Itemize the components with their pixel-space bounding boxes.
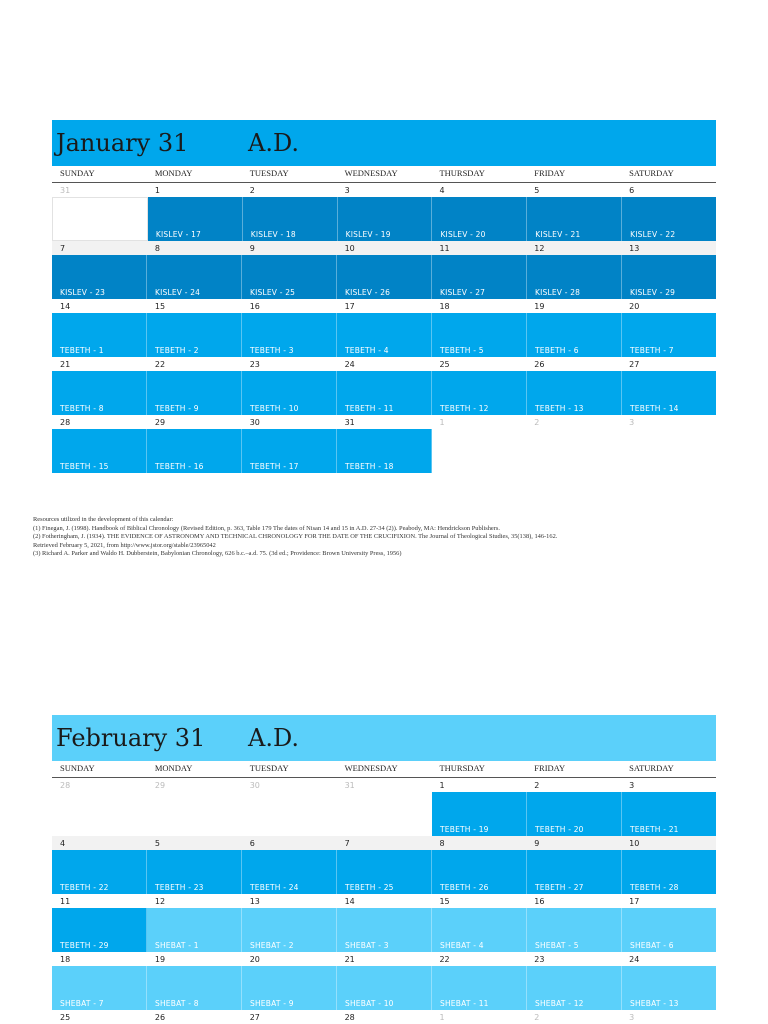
calendar-week xyxy=(52,1010,716,1024)
day-cell xyxy=(147,792,242,836)
weekday-sunday: SUNDAY xyxy=(60,168,95,178)
hebrew-date-label: TEBETH - 20 xyxy=(535,825,584,834)
day-cell xyxy=(432,908,527,952)
hebrew-date-label: KISLEV - 22 xyxy=(630,230,676,239)
day-number: 12 xyxy=(534,244,545,253)
day-number-row xyxy=(52,836,716,850)
hebrew-date-label: TEBETH - 19 xyxy=(440,825,489,834)
day-number: 28 xyxy=(60,781,71,790)
day-number: 15 xyxy=(439,897,450,906)
day-number: 31 xyxy=(344,418,355,427)
day-cell xyxy=(147,429,242,473)
day-number: 24 xyxy=(344,360,355,369)
hebrew-date-label: TEBETH - 27 xyxy=(535,883,584,892)
day-number: 2 xyxy=(534,1013,540,1022)
hebrew-date-label: SHEBAT - 13 xyxy=(630,999,679,1008)
day-number: 27 xyxy=(629,360,640,369)
hebrew-date-label: SHEBAT - 6 xyxy=(630,941,674,950)
january-calendar xyxy=(52,120,716,473)
hebrew-date-label: TEBETH - 16 xyxy=(155,462,204,471)
day-cell-row xyxy=(52,908,716,952)
hebrew-date-label: TEBETH - 10 xyxy=(250,404,299,413)
day-cell xyxy=(242,850,337,894)
hebrew-date-label: SHEBAT - 4 xyxy=(440,941,484,950)
day-number-row xyxy=(52,183,716,197)
day-number-row xyxy=(52,778,716,792)
day-number: 3 xyxy=(629,781,635,790)
day-cell xyxy=(622,197,716,241)
weekday-header-row xyxy=(52,166,716,183)
january-weeks xyxy=(52,183,716,473)
day-number: 15 xyxy=(154,302,166,311)
day-cell xyxy=(337,908,432,952)
day-number: 19 xyxy=(154,955,166,964)
day-cell xyxy=(622,908,716,952)
hebrew-date-label: TEBETH - 22 xyxy=(60,883,109,892)
day-number: 13 xyxy=(629,244,640,253)
weekday-tuesday: TUESDAY xyxy=(249,763,289,773)
day-number: 23 xyxy=(534,955,545,964)
day-number: 2 xyxy=(249,186,255,195)
hebrew-date-label: TEBETH - 1 xyxy=(60,346,104,355)
day-cell xyxy=(242,313,337,357)
day-number-row xyxy=(52,1010,716,1024)
hebrew-date-label: TEBETH - 26 xyxy=(440,883,489,892)
hebrew-date-label: TEBETH - 15 xyxy=(60,462,109,471)
calendar-week xyxy=(52,415,716,473)
january-header xyxy=(52,120,716,166)
day-cell xyxy=(52,255,147,299)
day-cell-row xyxy=(52,966,716,1010)
day-cell xyxy=(337,429,432,473)
day-cell xyxy=(337,255,432,299)
day-number: 7 xyxy=(60,244,66,253)
day-number-row xyxy=(52,357,716,371)
day-cell xyxy=(148,197,243,241)
weekday-monday: MONDAY xyxy=(154,168,193,178)
day-cell-row xyxy=(52,850,716,894)
day-cell xyxy=(242,792,337,836)
day-cell xyxy=(432,850,527,894)
hebrew-date-label: KISLEV - 24 xyxy=(155,288,201,297)
day-cell xyxy=(242,429,337,473)
day-cell xyxy=(622,313,716,357)
calendar-week xyxy=(52,299,716,357)
day-number: 8 xyxy=(154,244,160,253)
day-cell-row xyxy=(52,429,716,473)
day-cell-row xyxy=(52,255,716,299)
day-cell xyxy=(432,966,527,1010)
hebrew-date-label: SHEBAT - 5 xyxy=(535,941,579,950)
day-number: 12 xyxy=(154,897,166,906)
hebrew-date-label: TEBETH - 14 xyxy=(630,404,679,413)
day-cell xyxy=(52,313,147,357)
day-number: 5 xyxy=(534,186,540,195)
resources-text xyxy=(33,516,733,559)
day-cell xyxy=(52,850,147,894)
day-number-row xyxy=(52,952,716,966)
hebrew-date-label: TEBETH - 7 xyxy=(630,346,674,355)
month-title: January 31 xyxy=(56,129,189,157)
calendar-week xyxy=(52,836,716,894)
month-title: February 31 xyxy=(56,724,206,752)
day-cell xyxy=(432,429,527,473)
day-cell xyxy=(52,197,148,241)
day-cell xyxy=(527,429,622,473)
day-number: 17 xyxy=(344,302,355,311)
day-cell xyxy=(527,850,622,894)
day-number: 6 xyxy=(249,839,255,848)
weekday-thursday: THURSDAY xyxy=(439,763,485,773)
hebrew-date-label: TEBETH - 18 xyxy=(345,462,394,471)
era-label: A.D. xyxy=(248,724,299,752)
day-cell xyxy=(242,371,337,415)
hebrew-date-label: SHEBAT - 10 xyxy=(345,999,394,1008)
day-cell xyxy=(147,966,242,1010)
day-number: 1 xyxy=(439,781,445,790)
day-number: 3 xyxy=(629,1013,635,1022)
day-number: 1 xyxy=(439,1013,445,1022)
day-number: 14 xyxy=(344,897,355,906)
hebrew-date-label: KISLEV - 26 xyxy=(345,288,391,297)
day-cell-row xyxy=(52,197,716,241)
day-cell xyxy=(337,313,432,357)
hebrew-date-label: TEBETH - 11 xyxy=(345,404,394,413)
day-cell xyxy=(622,966,716,1010)
hebrew-date-label: KISLEV - 25 xyxy=(250,288,296,297)
hebrew-date-label: TEBETH - 2 xyxy=(155,346,199,355)
hebrew-date-label: TEBETH - 24 xyxy=(250,883,299,892)
hebrew-date-label: TEBETH - 17 xyxy=(250,462,299,471)
hebrew-date-label: SHEBAT - 9 xyxy=(250,999,294,1008)
hebrew-date-label: KISLEV - 21 xyxy=(535,230,581,239)
day-number: 7 xyxy=(344,839,350,848)
day-number: 18 xyxy=(439,302,450,311)
day-cell xyxy=(622,371,716,415)
day-number: 29 xyxy=(154,418,166,427)
day-number: 9 xyxy=(249,244,255,253)
day-number: 20 xyxy=(249,955,260,964)
day-number-row xyxy=(52,415,716,429)
day-cell xyxy=(147,850,242,894)
calendar-week xyxy=(52,357,716,415)
day-number: 31 xyxy=(344,781,355,790)
reference-2: (2) Fotheringham, J. (1934). THE EVIDENCE OF ASTRONOMY AND TECHNICAL CHRONOLOGY FOR THE DATE OF THE CRUCIFIXION. The Journal of Theological Studies, 35(138), 146-162. xyxy=(33,533,558,541)
day-cell xyxy=(432,255,527,299)
era-label: A.D. xyxy=(248,129,299,157)
day-cell xyxy=(527,313,622,357)
day-number: 6 xyxy=(629,186,635,195)
day-number: 18 xyxy=(60,955,71,964)
day-number: 22 xyxy=(154,360,166,369)
day-cell xyxy=(337,792,432,836)
day-cell xyxy=(432,197,527,241)
calendar-week xyxy=(52,241,716,299)
day-number: 20 xyxy=(629,302,640,311)
day-number: 21 xyxy=(344,955,355,964)
day-cell xyxy=(52,966,147,1010)
day-number: 25 xyxy=(60,1013,71,1022)
hebrew-date-label: KISLEV - 19 xyxy=(345,230,391,239)
hebrew-date-label: KISLEV - 18 xyxy=(250,230,296,239)
hebrew-date-label: KISLEV - 17 xyxy=(155,230,202,239)
day-number: 26 xyxy=(154,1013,166,1022)
weekday-friday: FRIDAY xyxy=(534,763,566,773)
hebrew-date-label: TEBETH - 23 xyxy=(155,883,204,892)
day-number: 2 xyxy=(534,418,540,427)
weekday-header-row xyxy=(52,761,716,778)
day-number: 1 xyxy=(439,418,445,427)
day-cell-row xyxy=(52,313,716,357)
day-cell xyxy=(622,850,716,894)
day-number: 11 xyxy=(439,244,450,253)
day-cell xyxy=(243,197,338,241)
day-number: 30 xyxy=(249,418,260,427)
day-cell xyxy=(527,255,622,299)
weekday-thursday: THURSDAY xyxy=(439,168,485,178)
day-cell xyxy=(147,255,242,299)
hebrew-date-label: SHEBAT - 12 xyxy=(535,999,584,1008)
day-cell-row xyxy=(52,792,716,836)
resources-intro: Resources utilized in the development of this calendar: xyxy=(33,516,174,523)
day-number: 27 xyxy=(249,1013,260,1022)
day-cell xyxy=(432,313,527,357)
day-cell xyxy=(52,792,147,836)
day-number: 9 xyxy=(534,839,540,848)
weekday-saturday: SATURDAY xyxy=(629,168,674,178)
hebrew-date-label: TEBETH - 21 xyxy=(630,825,679,834)
day-number: 30 xyxy=(249,781,260,790)
weekday-sunday: SUNDAY xyxy=(60,763,95,773)
february-calendar xyxy=(52,715,716,1024)
day-number: 17 xyxy=(629,897,640,906)
hebrew-date-label: TEBETH - 8 xyxy=(60,404,104,413)
day-number: 29 xyxy=(154,781,166,790)
hebrew-date-label: TEBETH - 28 xyxy=(630,883,679,892)
hebrew-date-label: SHEBAT - 7 xyxy=(60,999,104,1008)
hebrew-date-label: TEBETH - 9 xyxy=(155,404,199,413)
weekday-monday: MONDAY xyxy=(154,763,193,773)
day-cell xyxy=(432,371,527,415)
day-cell xyxy=(338,197,433,241)
hebrew-date-label: KISLEV - 29 xyxy=(630,288,676,297)
hebrew-date-label: SHEBAT - 3 xyxy=(345,941,389,950)
hebrew-date-label: SHEBAT - 8 xyxy=(155,999,199,1008)
weekday-tuesday: TUESDAY xyxy=(249,168,289,178)
hebrew-date-label: TEBETH - 5 xyxy=(440,346,484,355)
day-number: 13 xyxy=(249,897,260,906)
day-number: 21 xyxy=(60,360,71,369)
hebrew-date-label: TEBETH - 25 xyxy=(345,883,394,892)
day-number: 1 xyxy=(154,186,160,195)
hebrew-date-label: SHEBAT - 2 xyxy=(250,941,294,950)
day-number: 10 xyxy=(629,839,640,848)
hebrew-date-label: TEBETH - 6 xyxy=(535,346,579,355)
day-cell xyxy=(52,371,147,415)
day-number: 14 xyxy=(60,302,71,311)
day-number: 3 xyxy=(344,186,350,195)
hebrew-date-label: KISLEV - 20 xyxy=(440,230,486,239)
reference-1: (1) Finegan, J. (1998). Handbook of Biblical Chronology (Revised Edition, p. 363, Table 179 The dates of Nisan 14 and 15 in A.D. 27-34 (2)). Peabody, MA: Hendrickson Publishers. xyxy=(33,524,500,532)
calendar-week xyxy=(52,952,716,1010)
day-cell-row xyxy=(52,371,716,415)
day-cell xyxy=(527,371,622,415)
reference-3: (3) Richard A. Parker and Waldo H. Dubberstein, Babylonian Chronology, 626 b.c.–a.d. 75. (3d ed.; Providence: Brown University Press, 1956) xyxy=(33,550,402,558)
day-number: 3 xyxy=(629,418,635,427)
day-cell xyxy=(147,908,242,952)
hebrew-date-label: KISLEV - 23 xyxy=(60,288,106,297)
hebrew-date-label: KISLEV - 28 xyxy=(535,288,581,297)
day-number: 4 xyxy=(60,839,66,848)
day-cell xyxy=(337,371,432,415)
day-number: 5 xyxy=(154,839,160,848)
day-cell xyxy=(622,429,716,473)
day-number: 25 xyxy=(439,360,450,369)
day-number: 28 xyxy=(344,1013,355,1022)
calendar-week xyxy=(52,183,716,241)
hebrew-date-label: TEBETH - 13 xyxy=(535,404,584,413)
weekday-saturday: SATURDAY xyxy=(629,763,674,773)
day-number: 26 xyxy=(534,360,545,369)
hebrew-date-label: SHEBAT - 11 xyxy=(440,999,489,1008)
february-weeks xyxy=(52,778,716,1024)
day-number: 11 xyxy=(60,897,71,906)
day-cell xyxy=(52,429,147,473)
day-number: 10 xyxy=(344,244,355,253)
day-cell xyxy=(337,966,432,1010)
hebrew-date-label: TEBETH - 12 xyxy=(440,404,489,413)
day-number: 16 xyxy=(249,302,260,311)
day-cell xyxy=(527,966,622,1010)
hebrew-date-label: TEBETH - 29 xyxy=(60,941,109,950)
day-cell xyxy=(432,792,527,836)
day-cell xyxy=(52,908,147,952)
day-cell xyxy=(147,313,242,357)
day-cell xyxy=(242,255,337,299)
day-number: 31 xyxy=(60,186,71,195)
day-number-row xyxy=(52,241,716,255)
day-number: 8 xyxy=(439,839,445,848)
calendar-week xyxy=(52,894,716,952)
day-cell xyxy=(622,255,716,299)
day-number: 23 xyxy=(249,360,260,369)
reference-2-continued: Retrieved February 5, 2021, from http://www.jstor.org/stable/23965042 xyxy=(33,541,216,549)
day-number-row xyxy=(52,299,716,313)
day-cell xyxy=(147,371,242,415)
calendar-week xyxy=(52,778,716,836)
hebrew-date-label: KISLEV - 27 xyxy=(440,288,486,297)
weekday-wednesday: WEDNESDAY xyxy=(344,168,398,178)
day-cell xyxy=(242,908,337,952)
day-cell xyxy=(242,966,337,1010)
day-number: 24 xyxy=(629,955,640,964)
hebrew-date-label: TEBETH - 3 xyxy=(250,346,294,355)
day-number: 2 xyxy=(534,781,540,790)
day-cell xyxy=(527,792,622,836)
day-number: 28 xyxy=(60,418,71,427)
day-number-row xyxy=(52,894,716,908)
day-number: 4 xyxy=(439,186,445,195)
day-number: 16 xyxy=(534,897,545,906)
weekday-wednesday: WEDNESDAY xyxy=(344,763,398,773)
day-cell xyxy=(622,792,716,836)
february-header xyxy=(52,715,716,761)
day-number: 22 xyxy=(439,955,450,964)
day-cell xyxy=(337,850,432,894)
weekday-friday: FRIDAY xyxy=(534,168,566,178)
hebrew-date-label: TEBETH - 4 xyxy=(345,346,389,355)
day-cell xyxy=(527,908,622,952)
day-cell xyxy=(527,197,622,241)
day-number: 19 xyxy=(534,302,545,311)
hebrew-date-label: SHEBAT - 1 xyxy=(155,941,199,950)
